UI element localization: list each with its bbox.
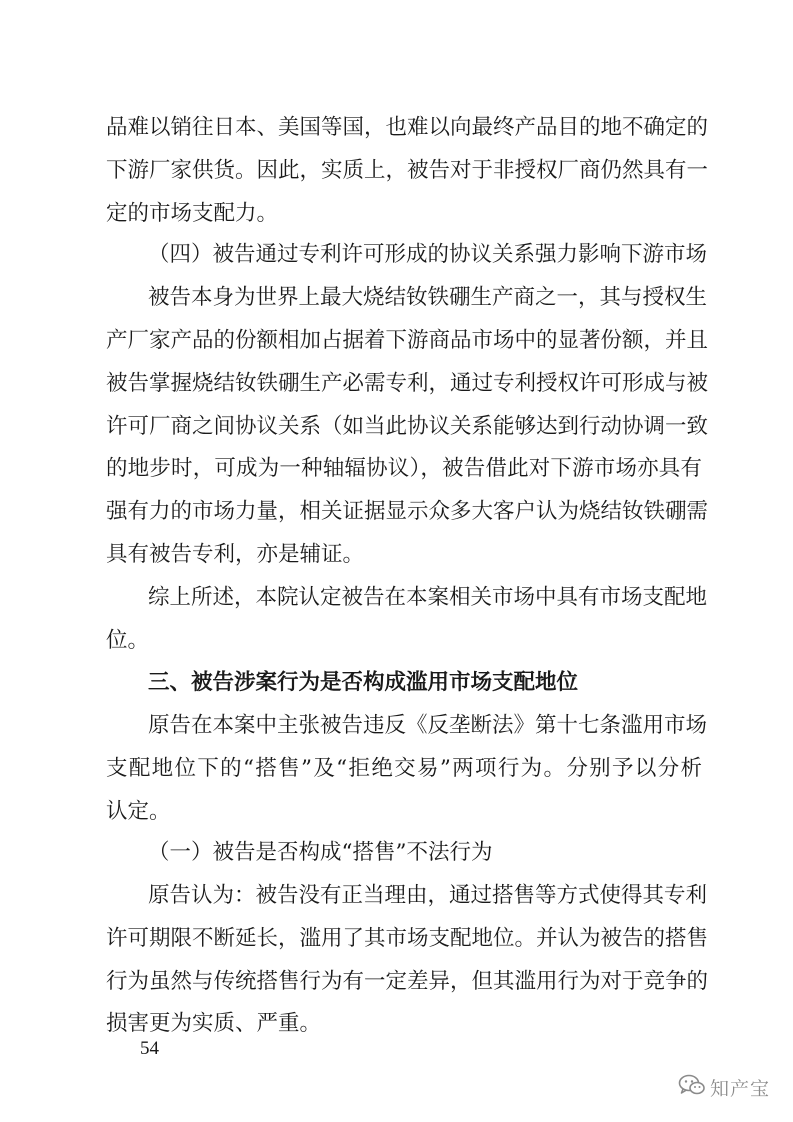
text-line: 被告掌握烧结钕铁硼生产必需专利，通过专利授权许可形成与被 — [106, 371, 709, 396]
text-line: 许可期限不断延长，滥用了其市场支配地位。并认为被告的搭售 — [106, 926, 709, 951]
text-line: 损害更为实质、严重。 — [106, 1011, 322, 1036]
text-line: 被告本身为世界上最大烧结钕铁硼生产商之一，其与授权生 — [148, 285, 708, 310]
section-subheading: （四）被告通过专利许可形成的协议关系强力影响下游市场 — [148, 242, 708, 267]
text-line: 许可厂商之间协议关系（如当此协议关系能够达到行动协调一致 — [106, 414, 709, 439]
watermark — [678, 1073, 770, 1101]
text-line: 品难以销往日本、美国等国，也难以向最终产品目的地不确定的 — [106, 115, 709, 140]
text-line: 原告认为：被告没有正当理由，通过搭售等方式使得其专利 — [148, 883, 708, 908]
text-line: 认定。 — [106, 799, 171, 824]
text-line: 行为虽然与传统搭售行为有一定差异，但其滥用行为对于竞争的 — [106, 969, 709, 994]
page-number: 54 — [140, 1038, 159, 1059]
section-subheading: （一）被告是否构成“搭售”不法行为 — [148, 840, 493, 865]
wechat-icon — [678, 1073, 706, 1101]
text-line: 支配地位下的“搭售”及“拒绝交易”两项行为。分别予以分析 — [106, 756, 702, 781]
watermark-text: 知产宝 — [710, 1077, 771, 1100]
text-line: 强有力的市场力量，相关证据显示众多大客户认为烧结钕铁硼需 — [106, 499, 709, 524]
section-heading: 三、被告涉案行为是否构成滥用市场支配地位 — [148, 670, 579, 695]
text-line: 综上所述，本院认定被告在本案相关市场中具有市场支配地 — [148, 585, 708, 610]
text-line: 原告在本案中主张被告违反《反垄断法》第十七条滥用市场 — [148, 713, 708, 738]
text-line: 下游厂家供货。因此，实质上，被告对于非授权厂商仍然具有一 — [106, 158, 709, 183]
text-line: 的地步时，可成为一种轴辐协议），被告借此对下游市场亦具有 — [106, 456, 702, 481]
text-line: 具有被告专利，亦是辅证。 — [106, 542, 365, 567]
text-line: 产厂家产品的份额相加占据着下游商品市场中的显著份额，并且 — [106, 328, 709, 353]
text-line: 位。 — [106, 628, 150, 653]
text-line: 定的市场支配力。 — [106, 201, 279, 226]
